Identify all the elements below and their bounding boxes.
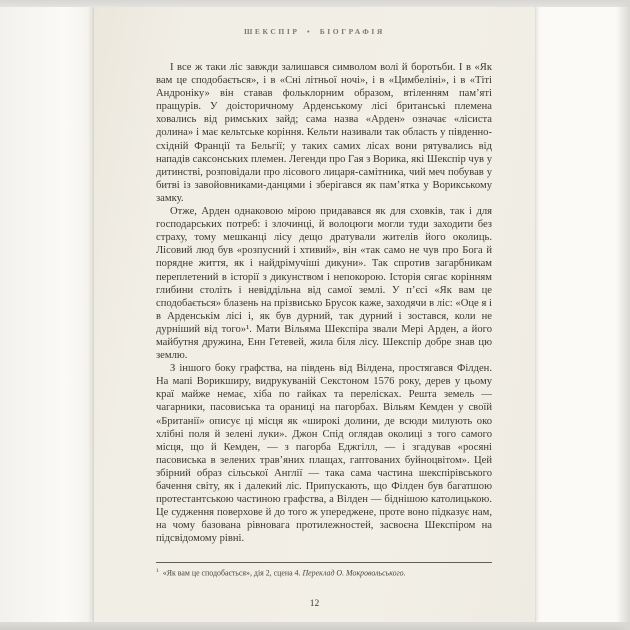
translator-credit: Переклад О. Мокровольського. <box>302 568 406 578</box>
adjacent-page-edge <box>0 6 93 623</box>
page-number: 12 <box>309 599 320 609</box>
footnote <box>156 567 492 578</box>
photo-edge-bottom <box>0 622 630 630</box>
photo-edge-right <box>616 0 630 630</box>
paragraph: І все ж таки ліс завжди залишався символом волі й боротьби. І в «Як вам це сподобається», і в «Сні літньої ночі», і в «Цимбеліні», і в «Тіті Андроніку» він ставав фольклорним образом, втіленням пам’яті пращурів. У доісторичному Арденському лісі британські племена ховались від римських зайд; сама назва «Арден» означає «лісиста долина» і має кельтське коріння. Кельти називали так область у південно-східній Франції та Бельгії; у таких самих лісах вони рятувались від нападів саксонських племен. Легенди про Гая з Ворика, які Шекспір чув у дитинстві, розповідали про лісового лицаря-самітника, чий меч побував у битві із завойовниками-данцями і зберігався як пам’ятка у Ворикському замку. <box>156 62 492 204</box>
footnote-marker: 1 <box>156 568 159 574</box>
footnote-reference: «Як вам це сподобається», дія 2, сцена 4. <box>162 568 301 578</box>
footnote-divider <box>156 562 492 563</box>
body-text <box>156 61 492 562</box>
running-header: ШЕКСПІР • БІОГРАФІЯ <box>244 27 385 36</box>
photo-edge-top <box>0 0 630 7</box>
book-page <box>93 6 536 623</box>
paragraph: З іншого боку графства, на південь від Вілдена, простягався Філден. На мапі Ворикширу, видрукуваній Секстоном 1576 року, дерев у цьому краї майже немає, хіба по гайках та перелісках. Решта земель — чагарники, пасовиська та ораниці на пагорбах. Вільям Кемден у своїй «Британії» описує ці місця як «широкі долини, де всюди милують око хлібні поля й зелені луки». Джон Спід оглядав околиці з того самого місця, що й Кемден, — з пагорба Еджгілл, — і згадував «росяні пасовиська в зелених трав’яних плащах, гаптованих буйноцвітом». Цей збірний образ сільської Англії — така сама частина шекспірівського бачення світу, як і далекий ліс. Припускають, що Філден був багатшою протестантською частиною графства, а Вілден — біднішою католицькою. Це судження поверхове й до того ж упереджене, проте воно підказує нам, на чому базована рівновага протилежностей, засвоєна Шекспіром на підсвідомому рівні. <box>156 363 492 545</box>
paragraph: Отже, Арден однаковою мірою придавався як для сховків, так і для господарських потреб: і злочинці, й волоцюги могли туди заходити без страху, тому мешканці лісу дещо дратували жителів його околиць. Лісовий люд був «розпусний і хтивий», він «так само не чув про Бога й порядне життя, як і найдрімучіші дикуни». Так спротив загарбникам переплетений в історії з дикунством і непокорою. Історія сягає корінням глибини століть і невіддільна від самої землі. У п’єсі «Як вам це сподобається» блазень на прізвисько Брусок каже, заходячи в ліс: «Оце я і в Арденськім лісі і, як був дурний, так дурний і зостався, коли не дурніший від того»¹. Мати Вільяма Шекспіра звали Мері Арден, а його майбутня дружина, Енн Гетевей, жила біля лісу. Шекспір добре знав цю землю. <box>156 206 492 362</box>
